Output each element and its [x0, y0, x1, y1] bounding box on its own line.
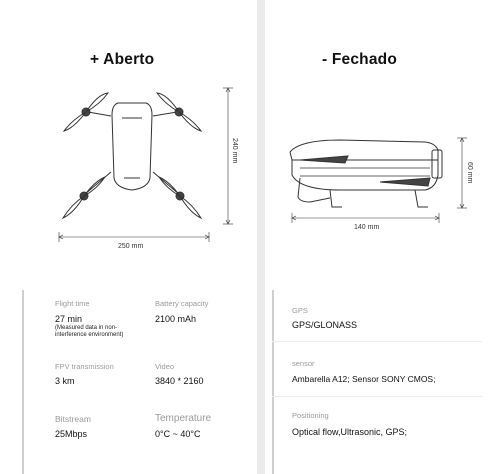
drone-leg [298, 178, 330, 202]
drone-leg [330, 190, 342, 207]
open-width-label: 250 mm [118, 243, 144, 250]
specs-divider [272, 396, 482, 397]
spec-value: 25Mbps [55, 429, 88, 439]
open-view-title: + Aberto [90, 51, 155, 68]
spec-value: 3 km [55, 376, 75, 386]
closed-drone-illustration [290, 138, 467, 223]
spec-value: GPS/GLONASS [292, 320, 358, 330]
drone-shell-top [290, 140, 438, 160]
specs-divider [272, 341, 482, 342]
specs-left-accent-bar [22, 290, 24, 474]
folded-propeller [300, 156, 348, 163]
spec-label: Temperature [155, 413, 212, 424]
spec-label: GPS [292, 306, 308, 315]
spec-value: 0°C ~ 40°C [155, 429, 201, 439]
spec-value: 2100 mAh [155, 314, 197, 324]
spec-label: Bitstream [55, 414, 91, 424]
spec-label: Video [155, 362, 175, 371]
spec-label: Positioning [292, 411, 329, 420]
open-height-label: 240 mm [231, 138, 238, 164]
propeller-blade [180, 196, 201, 218]
spec-label: FPV transmission [55, 362, 114, 371]
drone-arm [153, 112, 177, 116]
spec-value: Optical flow,Ultrasonic, GPS; [292, 427, 408, 437]
spec-note: (Measured data in non-interference environment) [55, 325, 124, 338]
spec-label: sensor [292, 359, 315, 368]
spec-label: Flight time [55, 299, 90, 308]
propeller-blade [63, 196, 84, 218]
closed-view-title: - Fechado [322, 51, 398, 68]
closed-width-label: 140 mm [354, 224, 380, 231]
drone-body [112, 103, 152, 190]
closed-height-label: 60 mm [466, 162, 473, 184]
folded-propeller [380, 178, 430, 186]
spec-label: Battery capacity [155, 299, 209, 308]
spec-value: 27 min [55, 314, 83, 324]
drone-camera [432, 150, 442, 178]
spec-value: 3840 * 2160 [155, 376, 204, 386]
open-drone-illustration [59, 88, 233, 242]
specs-right-accent-bar [272, 290, 274, 474]
drone-arm [88, 112, 111, 116]
spec-value: Ambarella A12; Sensor SONY CMOS; [292, 374, 436, 384]
drone-leg [415, 190, 428, 207]
